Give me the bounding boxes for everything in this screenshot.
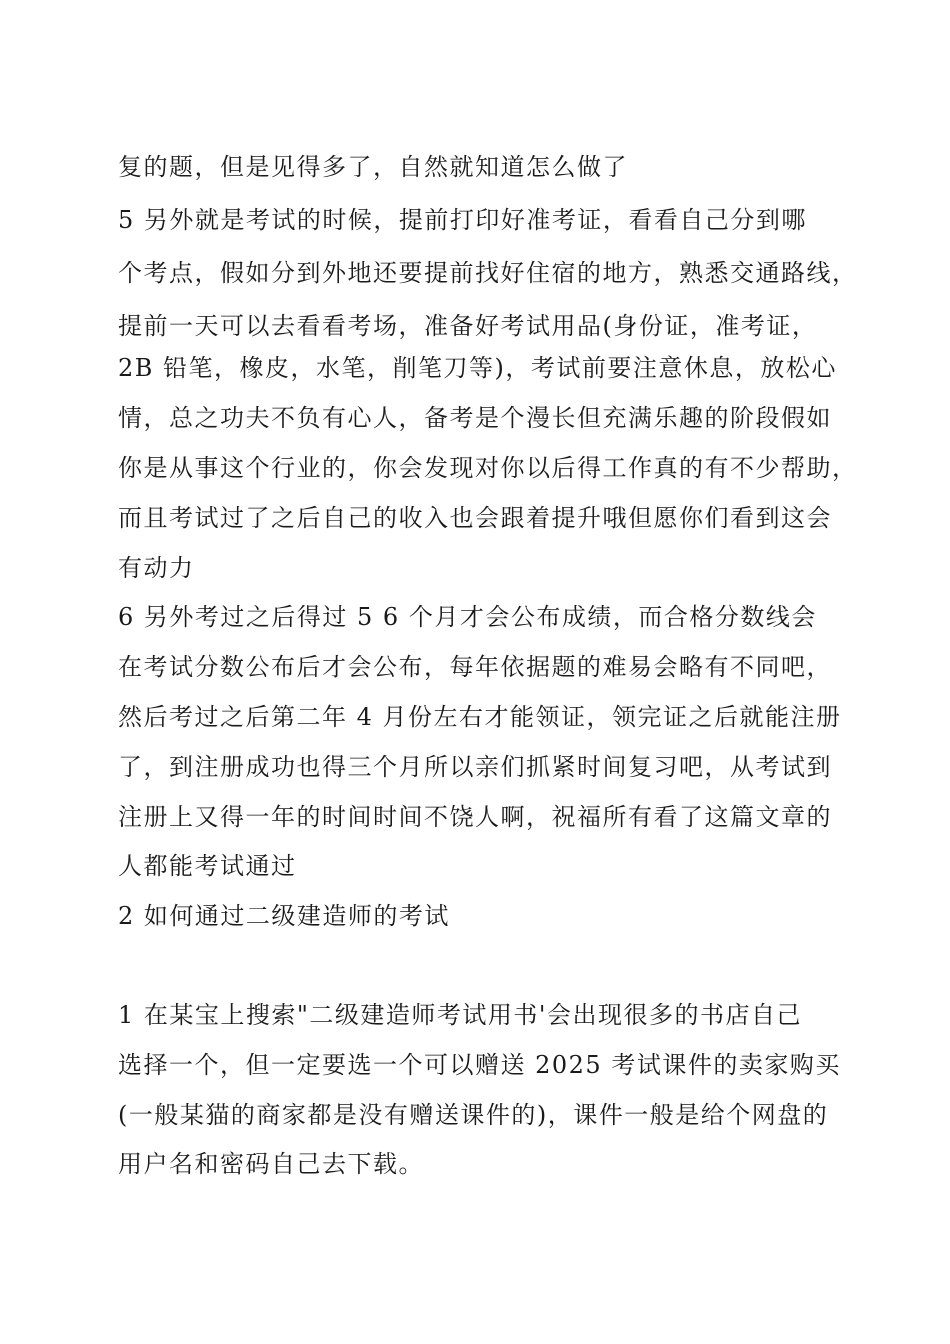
paragraph-line: 2B 铅笔，橡皮，水笔，削笔刀等)，考试前要注意休息，放松心 (118, 354, 837, 382)
paragraph-line: 6 另外考过之后得过 5 6 个月才会公布成绩，而合格分数线会 (118, 603, 817, 631)
paragraph-line: 你是从事这个行业的，你会发现对你以后得工作真的有不少帮助， (118, 454, 858, 482)
paragraph-line: 人都能考试通过 (118, 852, 297, 880)
paragraph-line: 有动力 (118, 554, 195, 582)
paragraph-line: 在考试分数公布后才会公布，每年依据题的难易会略有不同吧， (118, 653, 832, 681)
paragraph-line: 1 在某宝上搜索"二级建造师考试用书'会出现很多的书店自己 (118, 1001, 803, 1029)
paragraph-line: 个考点，假如分到外地还要提前找好住宿的地方，熟悉交通路线， (118, 259, 858, 287)
section-heading: 2 如何通过二级建造师的考试 (118, 902, 450, 930)
paragraph-line: 提前一天可以去看看考场，准备好考试用品(身份证，准考证， (118, 312, 818, 340)
paragraph-line: 选择一个，但一定要选一个可以赠送 2025 考试课件的卖家购买 (118, 1051, 841, 1079)
paragraph-line: 了，到注册成功也得三个月所以亲们抓紧时间复习吧，从考试到 (118, 753, 832, 781)
paragraph-line: (一般某猫的商家都是没有赠送课件的)，课件一般是给个网盘的 (118, 1101, 829, 1129)
paragraph-line: 情，总之功夫不负有心人，备考是个漫长但充满乐趣的阶段假如 (118, 404, 832, 432)
paragraph-line: 复的题，但是见得多了，自然就知道怎么做了 (118, 153, 628, 181)
paragraph-line: 然后考过之后第二年 4 月份左右才能领证，领完证之后就能注册 (118, 703, 842, 731)
paragraph-line: 注册上又得一年的时间时间不饶人啊，祝福所有看了这篇文章的 (118, 803, 832, 831)
paragraph-line: 5 另外就是考试的时候，提前打印好准考证，看看自己分到哪 (118, 206, 807, 234)
paragraph-line: 而且考试过了之后自己的收入也会跟着提升哦但愿你们看到这会 (118, 504, 832, 532)
paragraph-line: 用户名和密码自己去下载。 (118, 1150, 424, 1178)
